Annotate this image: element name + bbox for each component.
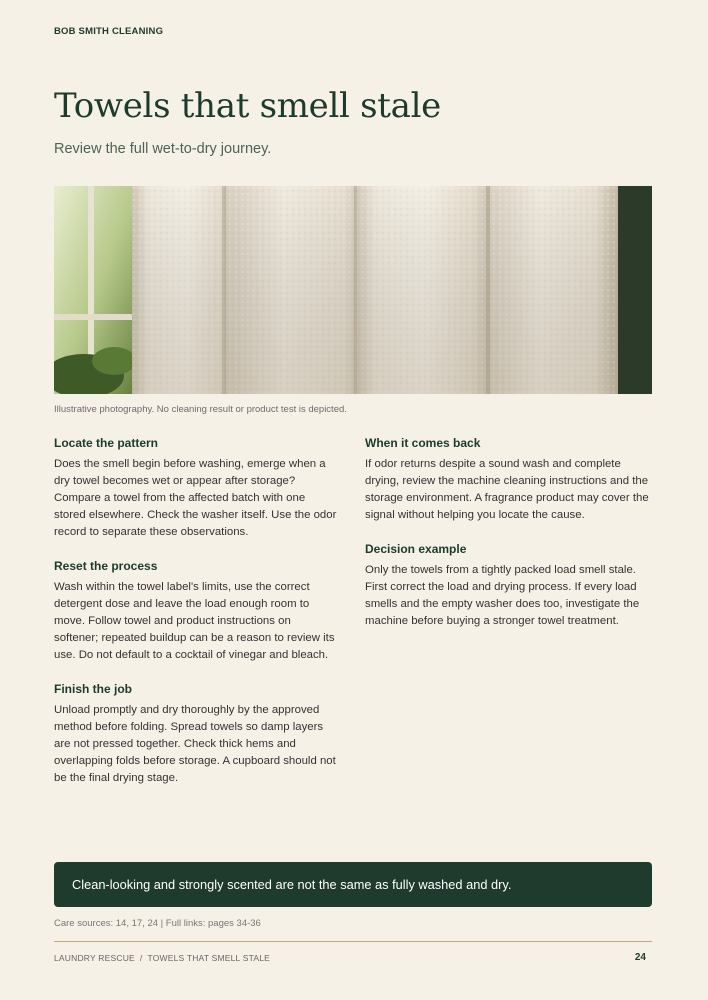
section-heading: Decision example — [365, 542, 467, 556]
footer-publication: LAUNDRY RESCUE — [54, 953, 135, 963]
footer-breadcrumb — [54, 953, 270, 963]
photo-caption: Illustrative photography. No cleaning result or product test is depicted. — [54, 404, 347, 415]
section-decision-example — [365, 542, 655, 630]
section-locate-pattern — [54, 436, 338, 541]
section-heading: Reset the process — [54, 559, 158, 573]
section-body: Wash within the towel label's limits, use the correct detergent dose and leave the load enough room to move. Follow towel and product instructions on softener; repeated buildup can be a reason to review its use. Do not default to a cocktail of vinegar and bleach. — [54, 581, 335, 661]
section-body: If odor returns despite a sound wash and complete drying, review the machine cleaning instructions and the storage environment. A fragrance product may cover the signal without helping you locate the cause. — [365, 458, 649, 521]
section-body: Unload promptly and dry thoroughly by the approved method before folding. Spread towels so damp layers are not pressed together. Check thick hems and overlapping folds before storage. A cupboard should not be the final drying stage. — [54, 704, 336, 784]
footer-section: TOWELS THAT SMELL STALE — [147, 953, 271, 963]
key-message-callout — [54, 862, 652, 907]
section-finish-job — [54, 682, 338, 787]
care-sources: Care sources: 14, 17, 24 | Full links: pages 34-36 — [54, 918, 261, 929]
footer-separator: / — [139, 953, 143, 963]
towel-photo — [54, 186, 652, 394]
section-reset-process — [54, 559, 338, 664]
left-column — [54, 436, 338, 805]
section-body: Only the towels from a tightly packed load smell stale. First correct the load and drying process. If every load smells and the empty washer does too, investigate the machine before buying a stronger towel treatment. — [365, 564, 640, 627]
footer-divider — [54, 941, 652, 942]
page-subtitle: Review the full wet-to-dry journey. — [54, 141, 272, 157]
right-column — [365, 436, 655, 648]
section-heading: Finish the job — [54, 682, 132, 696]
section-heading: When it comes back — [365, 436, 481, 450]
page-title: Towels that smell stale — [54, 86, 442, 126]
section-body: Does the smell begin before washing, emerge when a dry towel becomes wet or appear after storage? Compare a towel from the affected batch with one stored elsewhere. Check the washer itself. Use the odor record to separate these observations. — [54, 458, 337, 538]
callout-text: Clean-looking and strongly scented are not the same as fully washed and dry. — [72, 877, 512, 892]
page-number: 24 — [634, 952, 646, 963]
section-when-it-comes-back — [365, 436, 655, 524]
section-heading: Locate the pattern — [54, 436, 159, 450]
brand-name: BOB SMITH CLEANING — [54, 26, 164, 37]
